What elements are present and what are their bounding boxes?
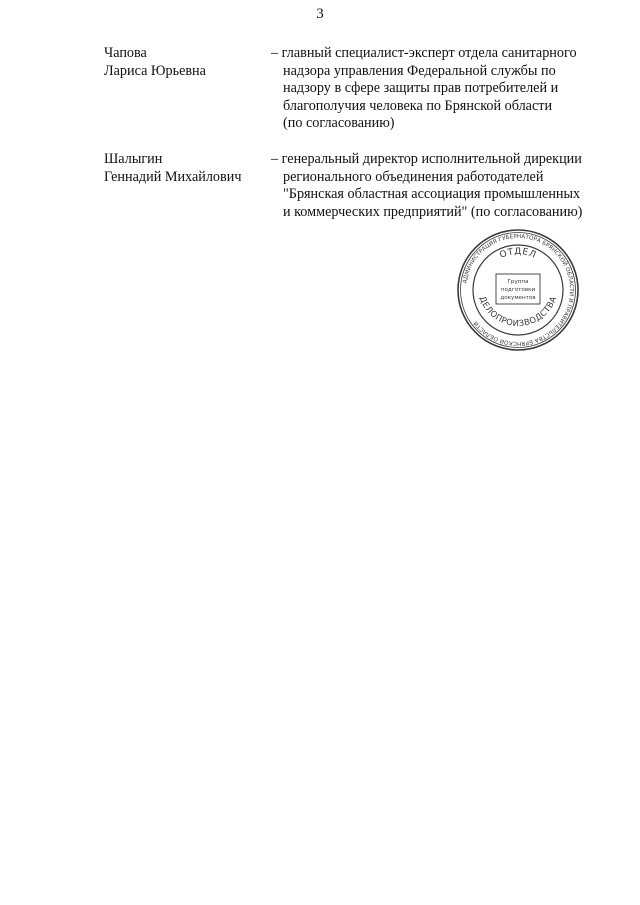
role-line: благополучия человека по Брянской области xyxy=(283,97,553,114)
member-surname: Чапова xyxy=(104,45,147,61)
stamp-center-line: Группа xyxy=(507,279,529,285)
member-given-names: Лариса Юрьевна xyxy=(104,62,206,79)
member-role xyxy=(271,151,623,221)
stamp-center-line: подготовки xyxy=(500,287,536,293)
member-given-names: Геннадий Михайлович xyxy=(104,168,242,185)
page-number: 3 xyxy=(316,6,324,22)
stamp-inner-bottom-text: ДЕЛОПРОИЗВОДСТВА xyxy=(477,294,559,329)
stamp-inner-top-text: ОТДЕЛ xyxy=(498,246,538,261)
member-name xyxy=(104,45,264,80)
member-surname: Шалыгин xyxy=(104,151,163,167)
role-line: – генеральный директор исполнительной дирекции xyxy=(271,151,582,167)
member-role xyxy=(271,45,623,133)
stamp-outer-text: АДМИНИСТРАЦИЯ ГУБЕРНАТОРА БРЯНСКОЙ ОБЛАСТИ И ПРАВИТЕЛЬСТВА БРЯНСКОЙ ОБЛАСТИ xyxy=(462,233,575,347)
role-line: надзора управления Федеральной службы по xyxy=(283,62,556,79)
member-name xyxy=(104,151,264,186)
role-line: регионального объединения работодателей xyxy=(283,168,544,185)
office-stamp xyxy=(456,228,580,352)
role-line: (по согласованию) xyxy=(283,115,395,131)
role-line: – главный специалист-эксперт отдела санитарного xyxy=(271,45,577,61)
role-line: и коммерческих предприятий" (по согласованию) xyxy=(283,203,583,220)
role-line: "Брянская областная ассоциация промышленных xyxy=(283,186,581,202)
stamp-center-line: документов xyxy=(500,295,536,301)
role-line: надзору в сфере защиты прав потребителей и xyxy=(283,80,559,96)
